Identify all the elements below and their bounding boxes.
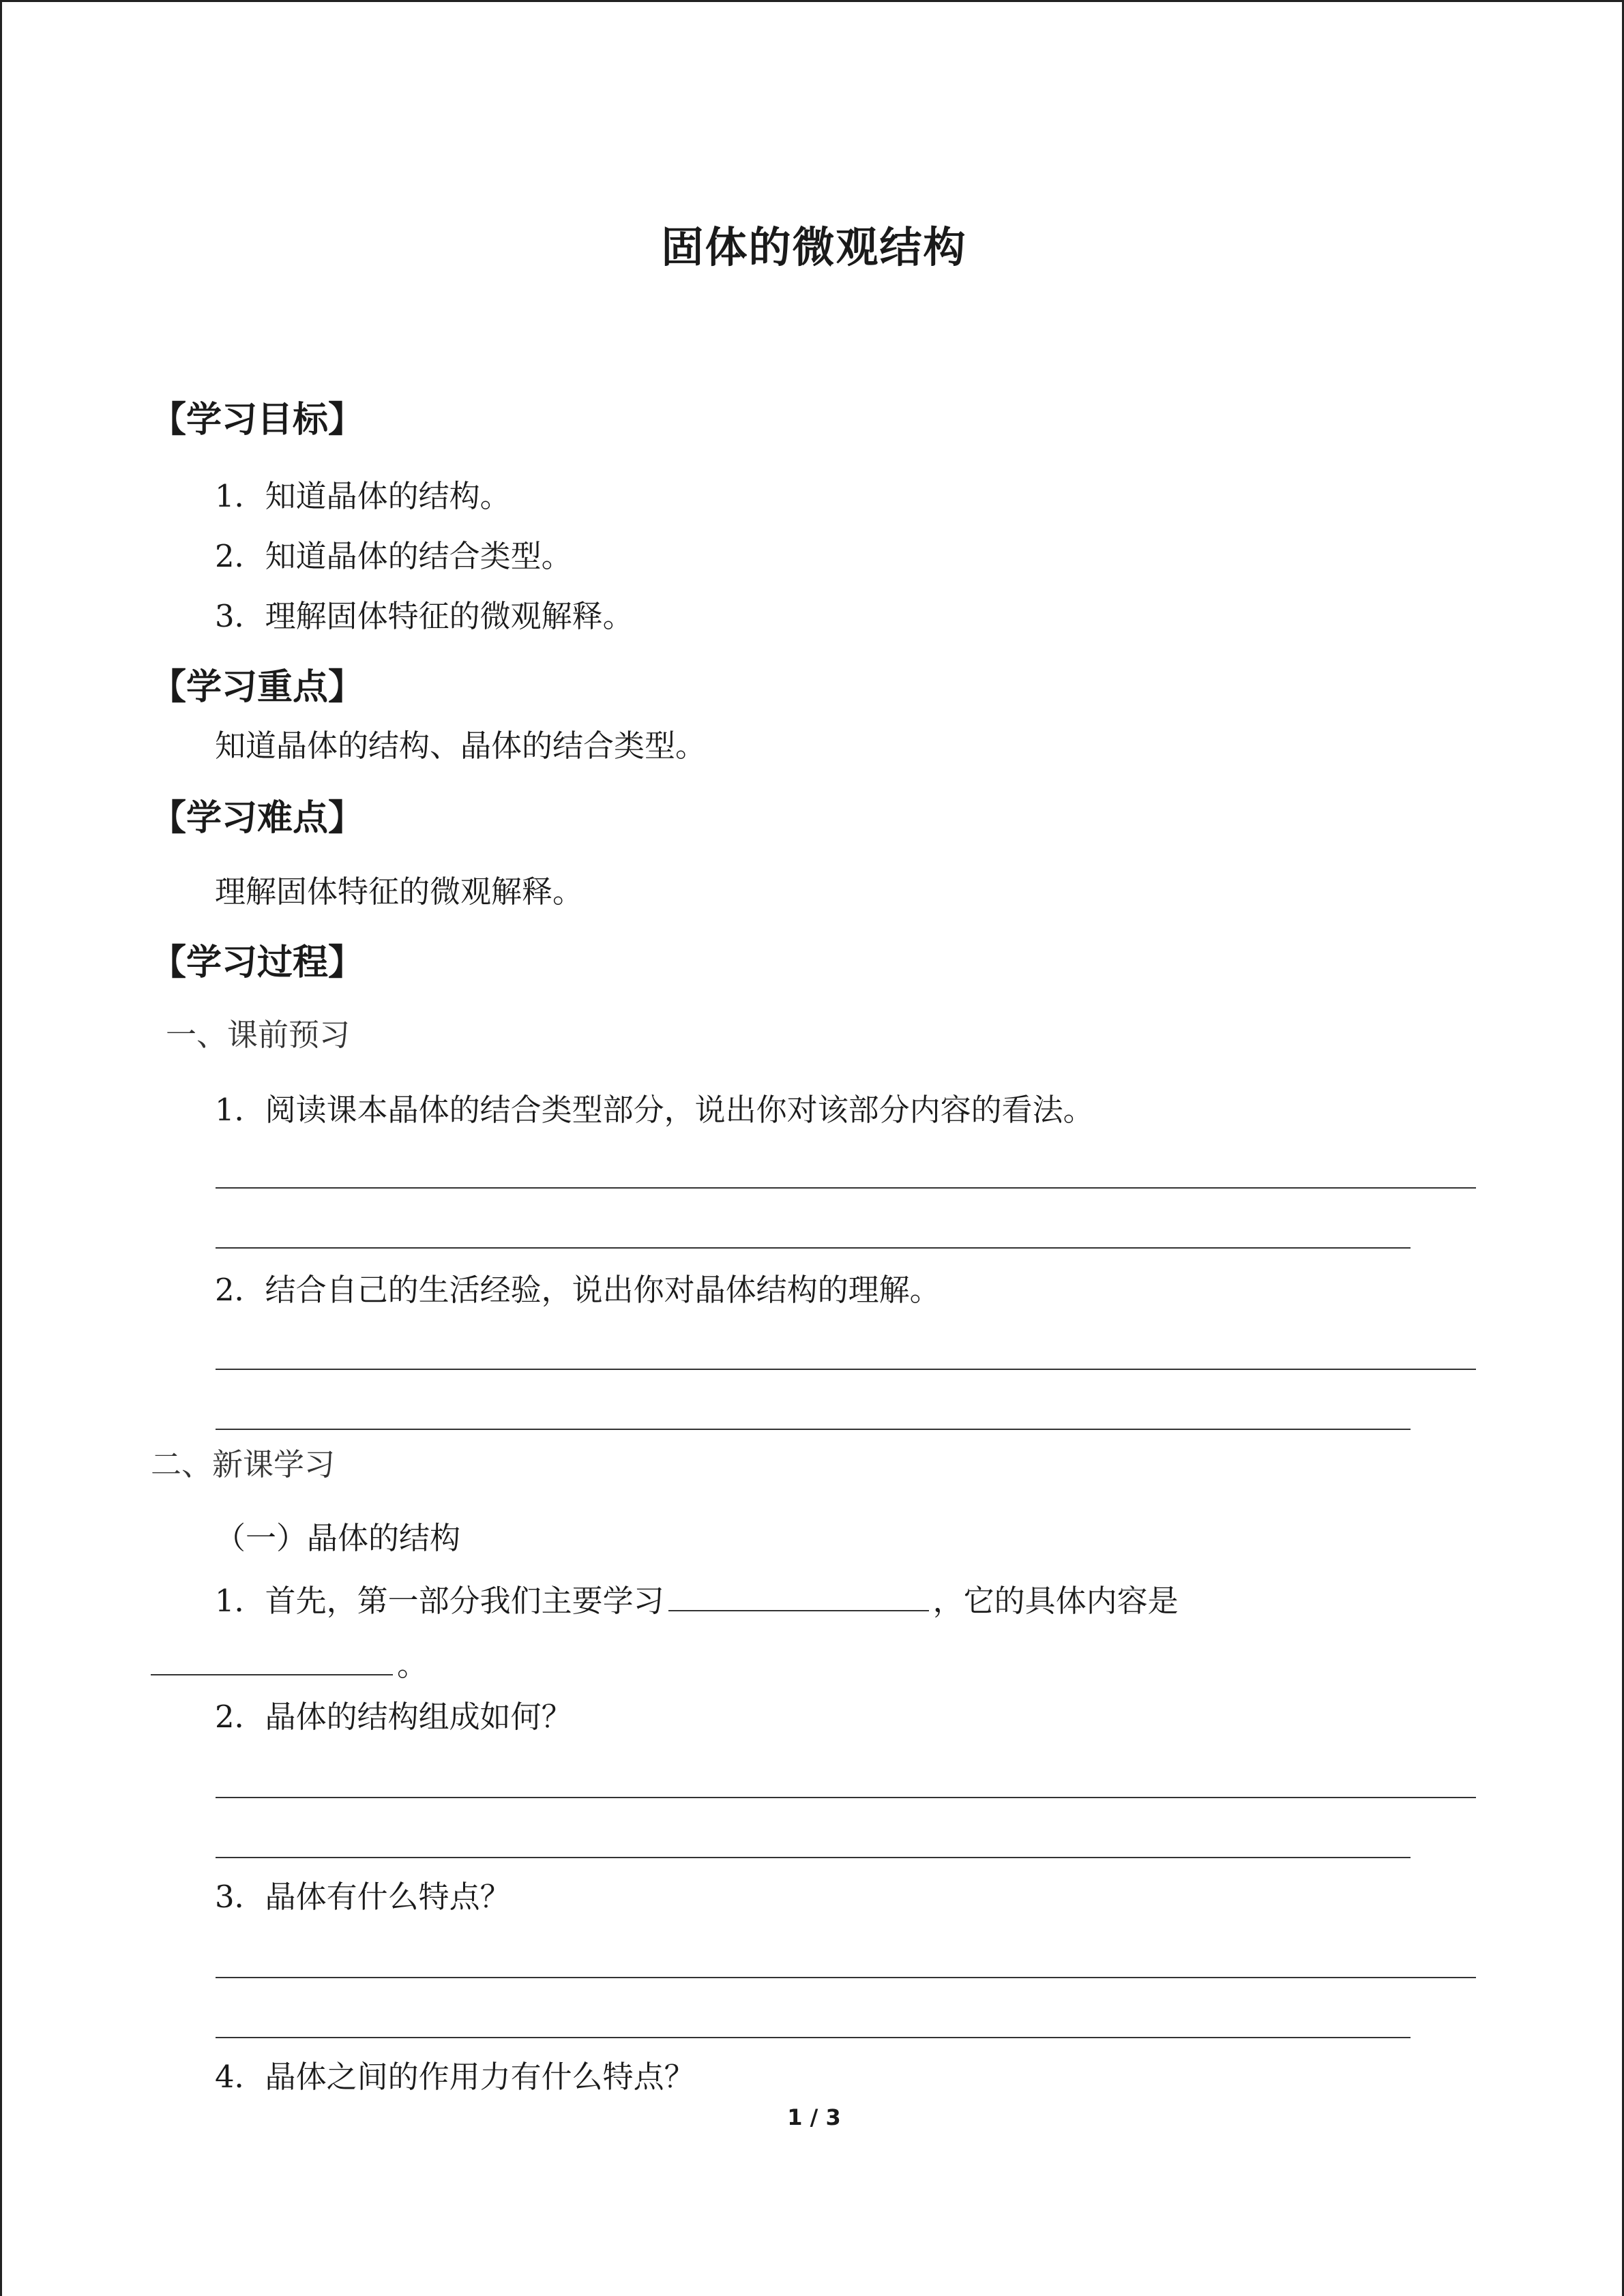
fill-in-blank[interactable] [668, 1583, 929, 1611]
key-points-text: 知道晶体的结构、晶体的结合类型。 [215, 728, 707, 764]
answer-line[interactable] [216, 1369, 1476, 1370]
preview-question-2: 2．结合自己的生活经验，说出你对晶体结构的理解。 [215, 1272, 941, 1308]
fill-in-blank[interactable] [151, 1647, 393, 1675]
difficulties-heading: 【学习难点】 [151, 798, 364, 839]
new-lesson-question-3: 3．晶体有什么特点？ [215, 1879, 511, 1915]
answer-line[interactable] [216, 1429, 1411, 1430]
answer-line[interactable] [216, 1797, 1476, 1798]
answer-line[interactable] [216, 1247, 1411, 1249]
answer-line[interactable] [216, 1857, 1411, 1858]
question-1-mid: ，它的具体内容是 [932, 1583, 1179, 1619]
objective-item-2: 2．知道晶体的结合类型。 [215, 538, 572, 574]
key-points-heading: 【学习重点】 [151, 667, 364, 708]
page-title: 固体的微观结构 [661, 222, 967, 272]
question-1-start: 1．首先，第一部分我们主要学习 [215, 1583, 664, 1619]
preview-section-title: 一、课前预习 [166, 1017, 351, 1053]
objective-item-1: 1．知道晶体的结构。 [215, 478, 511, 514]
difficulties-text: 理解固体特征的微观解释。 [215, 874, 584, 910]
new-lesson-question-1-continued [151, 1647, 428, 1683]
question-1-end: 。 [397, 1647, 428, 1683]
new-lesson-question-2: 2．晶体的结构组成如何？ [215, 1699, 572, 1735]
answer-line[interactable] [216, 1977, 1476, 1978]
new-lesson-question-1 [215, 1583, 1179, 1619]
answer-line[interactable] [216, 1187, 1476, 1189]
subsection-title: （一）晶体的结构 [215, 1520, 461, 1556]
new-lesson-question-4: 4．晶体之间的作用力有什么特点？ [215, 2059, 695, 2095]
answer-line[interactable] [216, 2037, 1411, 2038]
objectives-heading: 【学习目标】 [151, 400, 364, 441]
page-number: 1 / 3 [787, 2104, 841, 2130]
process-heading: 【学习过程】 [151, 942, 364, 983]
objective-item-3: 3．理解固体特征的微观解释。 [215, 598, 634, 634]
new-lesson-section-title: 二、新课学习 [151, 1446, 336, 1482]
preview-question-1: 1．阅读课本晶体的结合类型部分，说出你对该部分内容的看法。 [215, 1092, 1094, 1128]
